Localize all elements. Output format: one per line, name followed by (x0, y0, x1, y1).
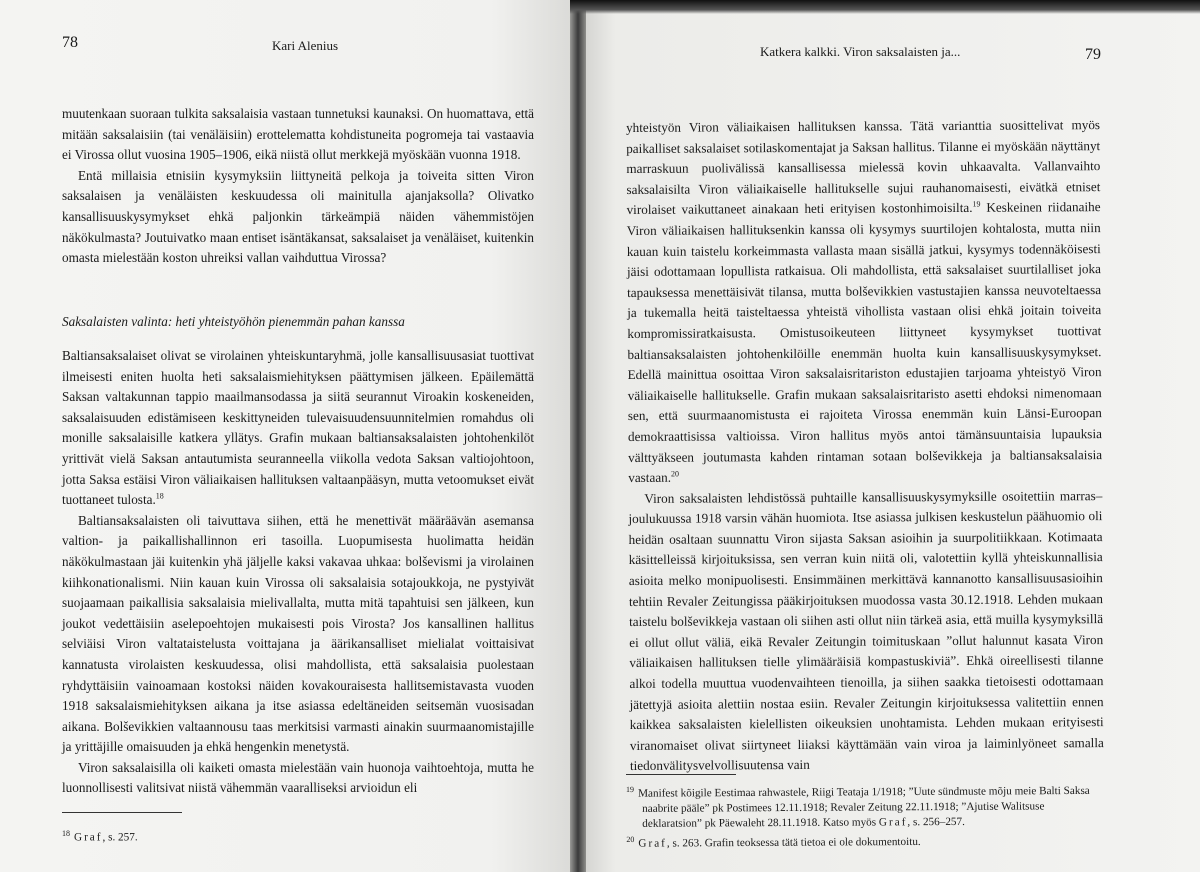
footnote-20-author: Graf (638, 837, 667, 850)
left-paragraph-4: Baltiansaksalaisten oli taivuttava siihen, että he menettivät määräävän asemansa valtion- ja paikallishallinnon eri tasoilla. Luopumisesta huolimatta heidän näkökulmastaan jäi kuitenkin yhä jäljelle kaksi vakavaa uhkaa: bolševismi ja virolainen kiihkonationalismi. Niin kauan kuin Virossa oli saksalaisia sotajoukkoja, ne pystyivät suojaamaan paikallisia saksalaisia mielivallalta, mutta mitä tapahtuisi sen jälkeen, kun joukot vedettäisiin aselepoehtojen mukaisesti pois Virosta? Jos kansallinen hallitus selviäisi Viron valtataistelusta voittajana ja äärikansalliset mielialat voittaisivat kannatusta virolaisten keskuudessa, olisi mahdollista, että saksalaisia puolestaan ryhdyttäisiin vainoamaan kostoksi näiden kovakouraisesta hallitsemistavasta vuoden 1918 saksalaismiehityksen aikana ja itse asiassa edeltäneiden seitsemän vuosisadan aikana. Bolševikkien valtaannousu taas merkitsisi varmasti ainakin suurmaanomistajille ja yrittäjille omaisuuden ja ehkä hengenkin menetystä. (62, 512, 534, 755)
footnote-19-number: 19 (626, 784, 635, 794)
right-footnote-rule (626, 774, 736, 775)
right-paragraph-1 (626, 115, 1102, 489)
right-running-head: Katkera kalkki. Viron saksalaisten ja... (760, 44, 961, 59)
left-paragraph-3-text: Baltiansaksalaiset olivat se virolainen yhteiskuntaryhmä, jolle kansallisuusasiat tuottivat ilmeisesti eniten huolta heti saksalaismiehityksen päättymisen jälkeen. Epäilemättä Saksan valtakunnan tappio maailmansodassa ja siitä seurannut Viroakin koskeneiden, saksalaisuuden edistämiseen keskittyneiden tulevaisuudensuunnitelmien romahdus oli monille saksalaisille katkera yllätys. Grafin mukaan baltiansaksalaisten johtohenkilöt yrittivät vielä Saksan antautumista seuranneella viikolla vedota Saksan valtiojohtoon, jotta Saksa estäisi Viron väliaikaisen hallituksen valtaanpääsyn, mutta vetoomukset eivät tuottaneet tulosta. (62, 348, 534, 508)
left-paragraph-2: Entä millaisia etnisiin kysymyksiin liittyneitä pelkoja ja toiveita sitten Viron saksalaisen ja venäläisten keskuudessa oli mainitulla ajanjaksolla? Olivatko kansallisuuskysymykset ehkä paljonkin tärkeämpiä näiden vähemmistöjen näkökulmasta? Joutuivatko maan entiset isäntäkansat, saksalaiset ja venäläiset, kuitenkin omasta mielestään koston uhreiksi vallan vaihduttua Virossa? (62, 167, 534, 266)
footnote-20-number: 20 (626, 834, 635, 844)
footnote-ref-19: 19 (972, 199, 981, 209)
left-page-number: 78 (62, 34, 78, 51)
right-paragraph-1a: yhteistyön Viron väliaikaisen hallituksen kanssa. Tätä varianttia suosittelivat myös paikalliset saksalaiset sotilaskomentajat ja Saksan hallitus. Tilanne ei myöskään näyttänyt marraskuun puolivälissä kansallisessa mielessä kovin uhkaavalta. Vallanvaihto saksalaisilta Viron väliaikaiselle hallitukselle sujui rauhanomaisesti, eivätkä etniset virolaiset vaikuttaneet ainakaan heti erityisen kostonhimoisilta. (626, 117, 1101, 218)
footnote-20 (626, 829, 1100, 852)
left-body-top (62, 104, 534, 269)
right-footnotes (626, 779, 1100, 851)
footnote-19-rest: , s. 256–257. (907, 815, 965, 829)
left-footnote-rule (62, 812, 182, 813)
right-paragraph-1b: Keskeinen riidanaihe Viron väliaikaisen hallituksenkin kanssa oli kysymys suurtilojen kohtalosta, mutta niin kauan kuin taistelu korkeimmasta vallasta maan sisällä jatkui, kysymys todennäköisesti jäisi odottamaan lopullista ratkaisua. Oli mahdollista, että saksalaiset suurtilalliset joka tapauksessa menettäisivät tilansa, mutta bolševikkien vastustajien kanssa neuvoteltaessa ja tukemalla heitä taisteltaessa yhteistä vihollista vastaan olisi ehkä joitain toiveita kompromissiratkaisusta. Omistusoikeuteen liittyneet kysymykset tuottivat baltiansaksalaisten johtohenkilöille enemmän huolta kuin kansallisuuskysymykset. Edellä mainittua osoittaa Viron saksalaisritariston edustajien tarjoama yhteistyö Viron väliaikaiselle hallitukselle. Grafin mukaan saksalaisritaristo asetti ehdoksi nimenomaan sen, että suurmaanomistusta ei rajoiteta Virossa enemmän kuin Länsi-Euroopan demokraattisissa valtioissa. Viron hallitus myös antoi tämänsuuntaisia lupauksia välttyäkseen joutumasta kahden rintaman sotaan bolševikkeja ja baltiansaksalaisia vastaan. (626, 199, 1103, 486)
footnote-ref-20: 20 (670, 469, 680, 479)
right-paragraph-2: Viron saksalaisten lehdistössä puhtaille kansallisuuskysymyksille osoitettiin marras–joulukuussa 1918 varsin vähän huomiota. Itse asiassa julkisen keskustelun päähuomio oli heidän osaltaan suunnattu Viron sijasta Saksan asioihin ja suurpolitiikkaan. Kotimaata käsittelleissä kirjoituksissa, sen verran kuin niitä oli, valotettiin kyllä yhteiskunnallisia asioita melko monipuolisesti. Ensimmäinen merkittävä kannanotto kansallisuusasioihin tehtiin Revaler Zeitungissa pääkirjoituksen muodossa vasta 30.12.1918. Lehden mukaan taistelu bolševikkeja vastaan oli siihen asti ollut niin tärkeä asia, että muilla kysymyksillä ei ollut ollut väliä, eikä Revaler Zeitungin toimituskaan ”ollut halunnut kasata Viron väliaikaisen hallituksen tielle ylimääräisiä kompastuskiviä”. Ehkä oireellisesti tilanne alkoi todella muuttua vuodenvaihteen tienoilla, ja siihen saakka tietoisesti odottamaan jätettyjä asioita alettiin nostaa esiin. Revaler Zeitungin kirjoituksessa valitettiin ennen kaikkea saksalaisten kielellisten oikeuksien unohtamista. Lehden mukaan erityisesti viranomaiset olivat siirtyneet liiaksi käyttämään vain viroa ja laiminlyöneet samalla tiedonvälitysvelvollisuutensa vain (628, 487, 1104, 774)
footnote-18-rest: , s. 257. (102, 831, 138, 844)
left-paragraph-3 (62, 346, 534, 511)
section-title: Saksalaisten valinta: heti yhteistyöhön pienemmän pahan kanssa (62, 314, 405, 329)
right-body (626, 115, 1104, 777)
right-page-number: 79 (1085, 46, 1101, 63)
left-body-bottom (62, 346, 534, 799)
footnote-18-author: Graf (74, 831, 103, 844)
footnote-ref-18: 18 (155, 491, 164, 501)
left-paragraph-5: Viron saksalaisilla oli kaiketi omasta mielestään vain huonoja vaihtoehtoja, mutta he luonnollisesti valitsivat niistä vähemmän vaaralliseksi arvioidun eli (62, 759, 534, 796)
footnote-19-text: Manifest kõigile Eestimaa rahwastele, Riigi Teataja 1/1918; ”Uute sündmuste mõju meie Balti Saksa naabrite pääle” pk Postimees 12.11.1918; Revaler Zeitung 22.11.1918; ”Ajutise Walitsuse deklaratsion” pk Päewaleht 28.11.1918. Katso myös (638, 784, 1090, 830)
footnote-19 (626, 779, 1100, 832)
scan-edge-shadow (570, 0, 1200, 14)
footnote-19-author: Graf (878, 816, 908, 829)
left-running-head: Kari Alenius (272, 38, 339, 53)
left-footnotes (62, 826, 532, 846)
footnote-20-rest: , s. 263. Grafin teoksessa tätä tietoa ei ole dokumentoitu. (666, 835, 921, 850)
book-gutter (570, 0, 586, 872)
left-paragraph-1: muutenkaan suoraan tulkita saksalaisia vastaan tunnetuksi kaunaksi. On huomattava, että mitään saksalaisiin (tai venäläisiin) erottelematta kohdistuneita pogromeja tai vastaavia ei Virossa ollut vuosina 1905–1906, eikä niistä ollut merkkejä myöskään vuonna 1918. (62, 106, 534, 163)
footnote-18-number: 18 (62, 829, 70, 838)
